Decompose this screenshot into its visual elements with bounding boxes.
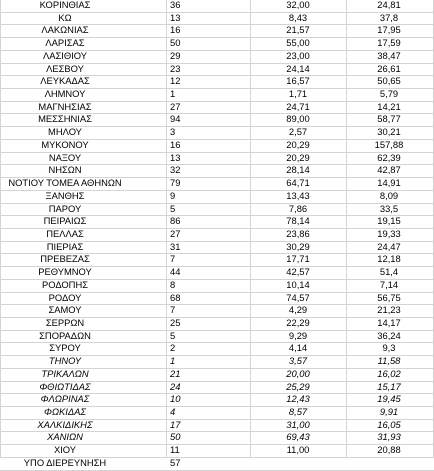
table-row [0,368,434,381]
rate-cell: 16,57 [286,75,310,87]
table-row [0,12,434,25]
percent-cell: 21,23 [377,304,401,316]
region-name-cell: ΛΑΡΙΣΑΣ [45,37,85,49]
count-cell: 13 [170,151,181,163]
region-name-cell: ΛΑΚΩΝΙΑΣ [41,24,89,36]
region-name-cell: ΤΗΝΟΥ [48,355,82,367]
rate-cell: 4,29 [288,304,308,316]
table-row [0,139,434,152]
table-row [0,330,434,343]
region-name-cell: ΜΕΣΣΗΝΙΑΣ [38,113,92,125]
percent-cell: 37,8 [379,11,399,23]
count-cell: 2 [170,342,176,354]
table-row [0,228,434,241]
percent-cell: 7,14 [379,278,399,290]
region-name-cell: ΥΠΟ ΔΙΕΡΕΥΝΗΣΗ [23,456,107,468]
region-name-cell: ΠΡΕΒΕΖΑΣ [40,253,90,265]
percent-cell: 16,05 [377,418,401,430]
rate-cell: 74,57 [286,291,310,303]
region-name-cell: ΝΟΤΙΟΥ ΤΟΜΕΑ ΑΘΗΝΩΝ [8,177,122,189]
count-cell: 9 [170,189,176,201]
rate-cell: 9,29 [288,329,308,341]
count-cell: 50 [170,37,181,49]
region-name-cell: ΚΟΡΙΝΘΙΑΣ [39,0,91,10]
count-cell: 16 [170,24,181,36]
percent-cell: 14,91 [377,177,401,189]
count-cell: 29 [170,49,181,61]
count-cell: 1 [170,88,176,100]
count-cell: 17 [170,418,181,430]
table-row [0,444,434,457]
table-row [0,393,434,406]
region-name-cell: ΦΛΩΡΙΝΑΣ [40,393,90,405]
percent-cell: 36,24 [377,329,401,341]
count-cell: 57 [170,456,181,468]
table-row [0,355,434,368]
rate-cell: 20,00 [286,367,310,379]
percent-cell: 11,58 [377,355,401,367]
region-name-cell: ΞΑΝΘΗΣ [45,189,85,201]
count-cell: 1 [170,355,176,367]
rate-cell: 8,57 [288,406,308,418]
count-cell: 21 [170,367,181,379]
table-row [0,177,434,190]
rate-cell: 89,00 [286,113,310,125]
region-name-cell: ΧΑΛΚΙΔΙΚΗΣ [37,418,93,430]
rate-cell [250,457,346,470]
rate-cell: 22,29 [286,317,310,328]
percent-cell: 62,39 [377,151,401,163]
rate-cell: 3,57 [288,355,308,367]
table-row [0,164,434,177]
rate-cell: 4,14 [288,342,308,354]
table-row [0,431,434,444]
count-cell: 5 [170,329,176,341]
rate-cell: 23,86 [286,227,310,239]
table-row [0,0,434,12]
percent-cell: 5,79 [379,88,399,100]
count-cell: 7 [170,253,176,265]
count-cell: 10 [170,393,181,405]
region-name-cell: ΦΩΚΙΔΑΣ [44,406,86,418]
table-row [0,457,434,470]
count-cell: 27 [170,227,181,239]
table-row [0,88,434,101]
percent-cell: 15,17 [377,380,401,392]
percent-cell: 157,88 [374,138,404,150]
percent-cell: 56,75 [377,291,401,303]
count-cell: 36 [170,0,181,10]
percent-cell [346,457,432,470]
percent-cell: 38,47 [377,49,401,61]
rate-cell: 1,71 [288,88,308,100]
percent-cell: 9,3 [382,342,396,354]
region-name-cell: ΝΑΞΟΥ [48,151,82,163]
rate-cell: 69,43 [286,431,310,443]
table-row [0,342,434,355]
percent-cell: 14,17 [377,317,401,328]
count-cell: 13 [170,11,181,23]
count-cell: 11 [170,444,180,456]
region-name-cell: ΦΘΙΩΤΙΔΑΣ [39,380,91,392]
count-cell: 23 [170,62,181,74]
rate-cell: 17,71 [286,253,310,265]
rate-cell: 55,00 [286,37,310,49]
table-row [0,75,434,88]
rate-cell: 11,00 [286,444,310,456]
percent-cell: 31,93 [377,431,401,443]
region-name-cell: ΛΕΥΚΑΔΑΣ [40,75,90,87]
count-cell: 12 [170,75,181,87]
region-name-cell: ΠΙΕΡΙΑΣ [46,240,84,252]
rate-cell: 7,86 [288,202,308,214]
percent-cell: 16,02 [377,367,401,379]
table-row [0,317,434,330]
rate-cell: 28,14 [286,164,310,176]
table-row [0,279,434,292]
region-name-cell: ΠΑΡΟΥ [48,202,82,214]
region-name-cell: ΚΩ [58,11,72,23]
percent-cell: 9,91 [379,406,399,418]
percent-cell: 17,59 [377,37,401,49]
region-name-cell: ΠΕΙΡΑΙΩΣ [43,215,87,227]
percent-cell: 26,61 [377,62,401,74]
percent-cell: 14,21 [377,100,401,112]
rate-cell: 24,14 [286,62,310,74]
rate-cell: 2,57 [288,126,308,138]
region-name-cell: ΜΗΛΟΥ [48,126,82,138]
count-cell: 94 [170,113,181,125]
region-name-cell: ΣΠΟΡΑΔΩΝ [39,329,91,341]
rate-cell: 21,57 [286,24,310,36]
percent-cell: 50,65 [377,75,401,87]
count-cell: 24 [170,380,181,392]
rate-cell: 25,29 [286,380,310,392]
rate-cell: 23,00 [286,49,310,61]
region-name-cell: ΝΗΣΩΝ [48,164,82,176]
region-name-cell: ΡΟΔΟΥ [48,291,82,303]
table-row [0,190,434,203]
table-row [0,152,434,165]
table-row [0,113,434,126]
count-cell: 32 [170,164,181,176]
region-name-cell: ΤΡΙΚΑΛΩΝ [41,367,89,379]
count-cell: 50 [170,431,181,443]
count-cell: 8 [170,278,176,290]
table-row [0,63,434,76]
rate-cell: 20,29 [286,138,310,150]
count-cell: 4 [170,406,176,418]
rate-cell: 78,14 [286,215,310,227]
percent-cell: 17,95 [377,24,401,36]
percent-cell: 51,4 [379,266,399,278]
region-name-cell: ΛΗΜΝΟΥ [44,88,86,100]
region-name-cell: ΜΥΚΟΝΟΥ [41,138,89,150]
percent-cell: 19,15 [377,215,401,227]
count-cell: 44 [170,266,181,278]
percent-cell: 58,77 [377,113,401,125]
rate-cell: 64,71 [286,177,310,189]
table-row [0,241,434,254]
percent-cell: 20,88 [377,444,401,456]
table-row [0,37,434,50]
table-row [0,266,434,279]
table-row [0,24,434,37]
percent-cell: 12,18 [377,253,401,265]
rate-cell: 8,43 [288,11,308,23]
rate-cell: 24,71 [286,100,310,112]
rate-cell: 13,43 [286,189,310,201]
percent-cell: 33,5 [379,202,399,214]
region-name-cell: ΛΕΣΒΟΥ [46,62,84,74]
table-row [0,381,434,394]
rate-cell: 32,00 [286,0,310,10]
percent-cell: 19,45 [377,393,401,405]
region-name-cell: ΡΕΘΥΜΝΟΥ [38,266,92,278]
region-name-cell: ΣΕΡΡΩΝ [45,317,85,328]
rate-cell: 12,43 [286,393,310,405]
table-row [0,406,434,419]
table-row [0,292,434,305]
table-row [0,101,434,114]
count-cell: 31 [170,240,181,252]
count-cell: 68 [170,291,181,303]
count-cell: 86 [170,215,181,227]
percent-cell: 24,47 [377,240,401,252]
table-row [0,253,434,266]
region-name-cell: ΧΑΝΙΩΝ [47,431,83,443]
region-name-cell: ΧΙΟΥ [53,444,77,456]
region-name-cell: ΡΟΔΟΠΗΣ [41,278,89,290]
region-name-cell: ΣΥΡΟΥ [49,342,81,354]
grid-row-line [0,470,434,471]
region-name-cell: ΣΑΜΟΥ [48,304,82,316]
rate-cell: 31,00 [286,418,310,430]
rate-cell: 30,29 [286,240,310,252]
count-cell: 7 [170,304,176,316]
count-cell: 5 [170,202,176,214]
count-cell: 27 [170,100,181,112]
rate-cell: 20,29 [286,151,310,163]
percent-cell: 19,33 [377,227,401,239]
table-row [0,304,434,317]
table-row [0,126,434,139]
count-cell: 3 [170,126,176,138]
region-name-cell: ΠΕΛΛΑΣ [46,227,84,239]
region-name-cell: ΜΑΓΝΗΣΙΑΣ [38,100,92,112]
table-row [0,419,434,432]
count-cell: 25 [170,317,181,328]
table-row [0,50,434,63]
percent-cell: 30,21 [377,126,401,138]
region-name-cell: ΛΑΣΙΘΙΟΥ [42,49,88,61]
rate-cell: 10,14 [286,278,310,290]
table-row [0,215,434,228]
table-row [0,203,434,216]
percent-cell: 24,81 [377,0,401,10]
percent-cell: 8,09 [379,189,399,201]
count-cell: 16 [170,138,181,150]
rate-cell: 42,57 [286,266,310,278]
percent-cell: 42,87 [377,164,401,176]
count-cell: 79 [170,177,181,189]
